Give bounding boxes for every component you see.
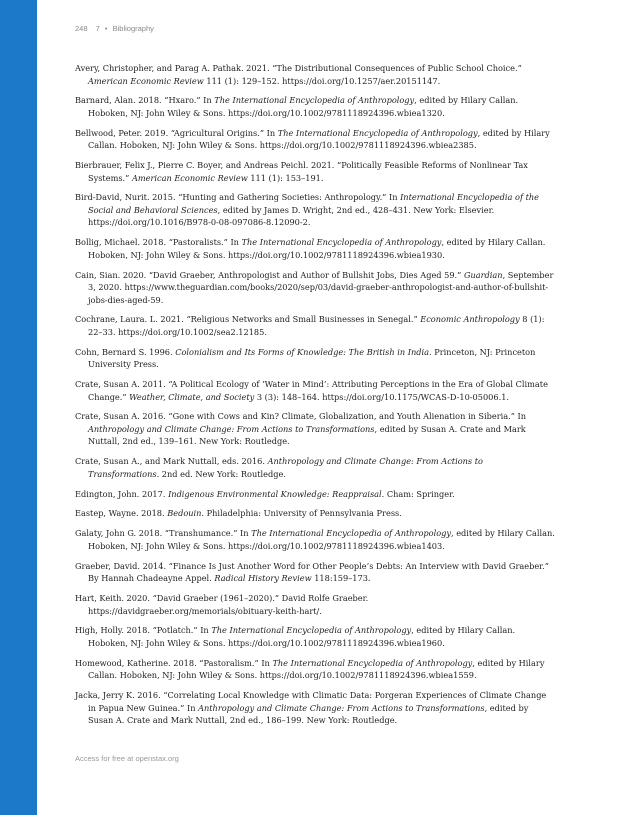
entry-text: Eastep, Wayne. 2018. [75, 508, 168, 519]
entry-text: Graeber, David. 2014. “Finance Is Just Another Word for Other People’s Debts: An Interview with David Graeber.” By Hannah Chadeayne Appel. [75, 560, 549, 584]
bibliography-entry [75, 94, 555, 119]
bibliography-entry [75, 346, 555, 371]
entry-text: . 2nd ed. New York: Routledge. [156, 468, 286, 479]
entry-text: Homewood, Katherine. 2018. “Pastoralism.” In [75, 657, 273, 668]
bibliography-entry [75, 191, 555, 229]
entry-title-italic: Indigenous Environmental Knowledge: Reappraisal [168, 488, 382, 499]
bibliography-entry [75, 410, 555, 448]
entry-title-italic: The International Encyclopedia of Anthropology [277, 127, 478, 138]
footer-access-note: Access for free at openstax.org [75, 754, 179, 763]
entry-text: , edited by James D. Wright, 2nd ed., 428–431. New York: Elsevier. https://doi.org/10.1016/B978-0-08-097086-8.12090-2. [88, 204, 495, 228]
entry-text: 111 (1): 153–191. [247, 172, 324, 183]
chapter-number: 7 [95, 24, 100, 33]
entry-text: , edited by Hilary Callan. Hoboken, NJ: John Wiley & Sons. https://doi.org/10.1002/9781118924396.wbiea1403. [88, 528, 555, 551]
entry-text: 111 (1): 129–152. https://doi.org/10.1257/aer.20151147. [203, 75, 441, 86]
entry-text: Galaty, John G. 2018. “Transhumance.” In [75, 528, 252, 539]
entry-title-italic: Economic Anthropology [420, 314, 520, 325]
bibliography-list [75, 62, 555, 734]
entry-text: Hart, Keith. 2020. “David Graeber (1961–2020).” David Rolfe Graeber. https://davidgraeber.org/memorials/obituary-keith-hart/. [75, 593, 369, 616]
bibliography-entry [75, 592, 555, 617]
bibliography-entry [75, 624, 555, 649]
entry-title-italic: Radical History Review [214, 573, 312, 584]
entry-text: 8 (1): 22–33. https://doi.org/10.1002/sea2.12185. [88, 314, 545, 337]
entry-text: , September 3, 2020. https://www.theguardian.com/books/2020/sep/03/david-graeber-anthropologist-and-author-of-bullshit-jobs-dies-aged-59. [88, 269, 554, 305]
chapter-color-bar [0, 0, 37, 815]
bibliography-entry [75, 488, 555, 501]
entry-title-italic: Bedouin [167, 508, 202, 519]
entry-text: 118:159–173. [311, 573, 371, 584]
entry-text: , edited by Hilary Callan. Hoboken, NJ: John Wiley & Sons. https://doi.org/10.1002/9781118924396.wbiea1930. [88, 237, 546, 260]
entry-title-italic: The International Encyclopedia of Anthropology [241, 237, 442, 248]
entry-text: Barnard, Alan. 2018. “Hxaro.” In [75, 95, 215, 106]
entry-text: Edington, John. 2017. [75, 488, 169, 499]
running-header [75, 24, 154, 33]
entry-text: . Cham: Springer. [381, 488, 455, 499]
entry-text: Cochrane, Laura. L. 2021. “Religious Networks and Small Businesses in Senegal.” [75, 314, 421, 325]
bibliography-entry [75, 378, 555, 403]
entry-title-italic: Anthropology and Climate Change: From Actions to Transformations [88, 423, 375, 434]
entry-text: , edited by Hilary Callan. Hoboken, NJ: John Wiley & Sons. https://doi.org/10.1002/9781118924396.wbiea1960. [88, 625, 516, 648]
entry-text: Jacka, Jerry K. 2016. “Correlating Local Knowledge with Climatic Data: Porgeran Experiences of Climate Change in Papua New Guinea.” In [75, 690, 547, 713]
bibliography-entry [75, 507, 555, 520]
entry-title-italic: The International Encyclopedia of Anthropology [214, 95, 415, 106]
entry-title-italic: American Economic Review [88, 75, 204, 86]
section-title: Bibliography [112, 24, 154, 33]
entry-title-italic: Anthropology and Climate Change: From Actions to Transformations [198, 702, 485, 713]
bibliography-entry [75, 236, 555, 261]
entry-title-italic: The International Encyclopedia of Anthropology [251, 528, 451, 539]
entry-text: , edited by Hilary Callan. Hoboken, NJ: John Wiley & Sons. https://doi.org/10.1002/9781118924396.wbiea1559. [88, 657, 545, 681]
bibliography-entry [75, 127, 555, 152]
entry-title-italic: Colonialism and Its Forms of Knowledge: The British in India [175, 346, 429, 357]
entry-title-italic: Anthropology and Climate Change: From Actions to Transformations [88, 456, 483, 479]
entry-text: Cain, Sian. 2020. “David Graeber, Anthropologist and Author of Bullshit Jobs, Dies Aged 59.” [75, 269, 464, 280]
bibliography-entry [75, 455, 555, 480]
entry-text: , edited by Susan A. Crate and Mark Nuttall, 2nd ed., 186–199. New York: Routledge. [88, 702, 529, 726]
entry-text: . Philadelphia: University of Pennsylvania Press. [201, 508, 402, 519]
entry-text: Crate, Susan A. 2016. “Gone with Cows and Kin? Climate, Globalization, and Youth Alienation in Siberia.” In [75, 411, 527, 422]
entry-text: High, Holly. 2018. “Potlatch.” In [75, 625, 212, 636]
entry-text: Bird-David, Nurit. 2015. “Hunting and Gathering Societies: Anthropology.” In [75, 192, 401, 203]
entry-title-italic: International Encyclopedia of the Social and Behavioral Sciences [88, 192, 539, 215]
bibliography-entry [75, 62, 555, 87]
bibliography-entry [75, 269, 555, 307]
entry-text: Bierbrauer, Felix J., Pierre C. Boyer, and Andreas Peichl. 2021. “Politically Feasible Reforms of Nonlinear Tax Systems.” [75, 160, 528, 183]
entry-text: Avery, Christopher, and Parag A. Pathak. 2021. “The Distributional Consequences of Public School Choice.” [75, 63, 522, 73]
entry-title-italic: The International Encyclopedia of Anthropology [211, 625, 412, 636]
entry-text: , edited by Susan A. Crate and Mark Nuttall, 2nd ed., 139–161. New York: Routledge. [88, 423, 526, 447]
entry-title-italic: The International Encyclopedia of Anthropology [272, 657, 473, 668]
bibliography-entry [75, 527, 555, 552]
entry-title-italic: Guardian [463, 269, 503, 280]
header-separator: • [104, 24, 108, 33]
entry-text: , edited by Hilary Callan. Hoboken, NJ: John Wiley & Sons. https://doi.org/10.1002/9781118924396.wbiea1320. [88, 95, 519, 118]
entry-text: Bellwood, Peter. 2019. “Agricultural Origins.” In [75, 127, 278, 138]
entry-text: 3 (3): 148–164. https://doi.org/10.1175/WCAS-D-10-05006.1. [254, 391, 510, 402]
entry-text: , edited by Hilary Callan. Hoboken, NJ: John Wiley & Sons. https://doi.org/10.1002/9781118924396.wbiea2385. [88, 127, 550, 151]
entry-title-italic: Weather, Climate, and Society [129, 391, 255, 402]
bibliography-entry [75, 313, 555, 338]
bibliography-entry [75, 657, 555, 682]
entry-title-italic: American Economic Review [131, 172, 248, 183]
entry-text: Cohn, Bernard S. 1996. [75, 346, 176, 357]
bibliography-entry [75, 689, 555, 727]
page-number: 248 [75, 24, 88, 33]
bibliography-entry [75, 560, 555, 585]
entry-text: . Princeton, NJ: Princeton University Press. [88, 346, 536, 370]
entry-text: Crate, Susan A. 2011. “A Political Ecology of ‘Water in Mind’: Attributing Perceptions in the Era of Global Climate Change.” [75, 379, 548, 402]
entry-text: Crate, Susan A., and Mark Nuttall, eds. 2016. [75, 456, 268, 467]
entry-text: Bollig, Michael. 2018. “Pastoralists.” In [75, 237, 242, 248]
bibliography-entry [75, 159, 555, 184]
